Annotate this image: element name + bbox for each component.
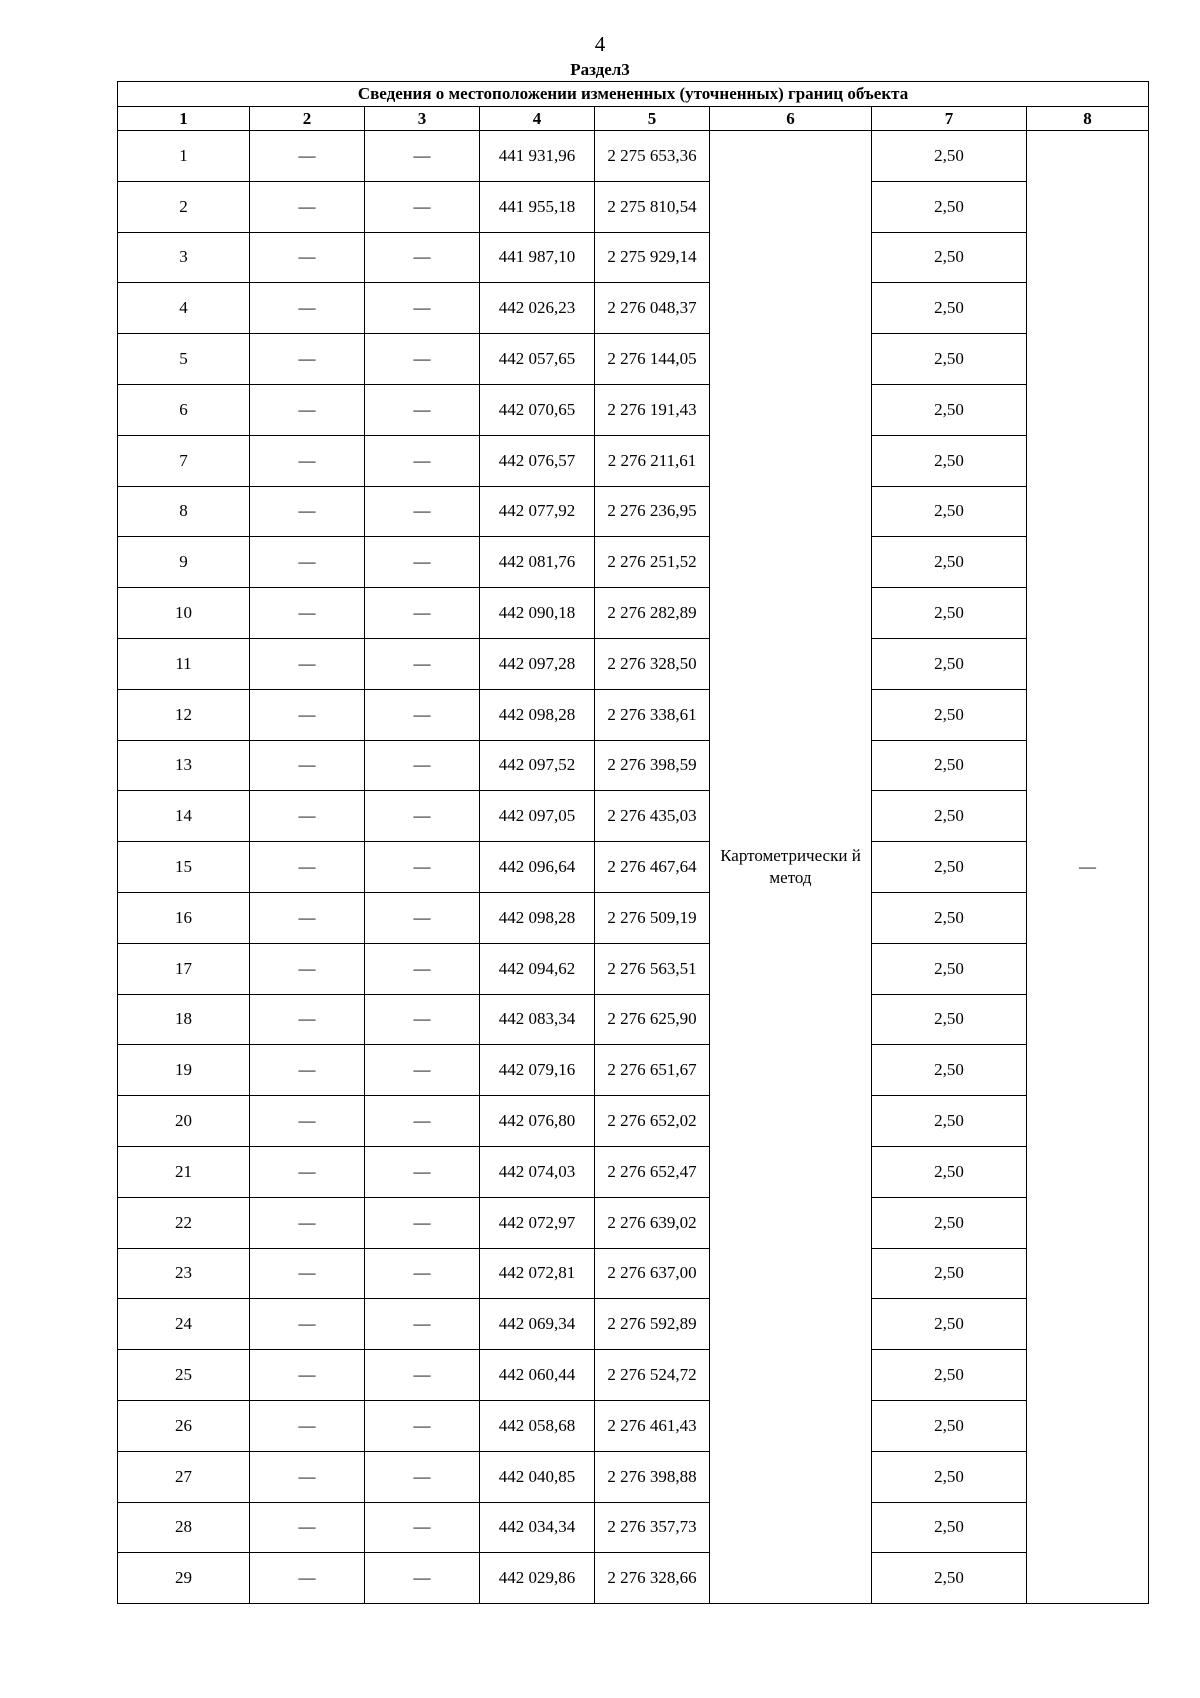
table-row: [118, 791, 1149, 842]
x-coordinate-cell: 442 098,28: [480, 892, 595, 943]
accuracy-cell: 2,50: [872, 943, 1027, 994]
x-coordinate-cell: 442 072,81: [480, 1248, 595, 1299]
column-header: 2: [250, 107, 365, 131]
x-coordinate-cell: 442 057,65: [480, 334, 595, 385]
column-8-cell: —: [1027, 131, 1149, 1604]
point-number-cell: 14: [118, 791, 250, 842]
accuracy-cell: 2,50: [872, 689, 1027, 740]
point-number-cell: 29: [118, 1553, 250, 1604]
column-3-cell: —: [365, 892, 480, 943]
column-2-cell: —: [250, 842, 365, 893]
column-2-cell: —: [250, 334, 365, 385]
x-coordinate-cell: 442 098,28: [480, 689, 595, 740]
column-3-cell: —: [365, 1248, 480, 1299]
column-3-cell: —: [365, 435, 480, 486]
accuracy-cell: 2,50: [872, 537, 1027, 588]
x-coordinate-cell: 442 097,05: [480, 791, 595, 842]
table-row: [118, 943, 1149, 994]
point-number-cell: 7: [118, 435, 250, 486]
y-coordinate-cell: 2 276 625,90: [595, 994, 710, 1045]
column-2-cell: —: [250, 1451, 365, 1502]
column-3-cell: —: [365, 131, 480, 182]
column-2-cell: —: [250, 1146, 365, 1197]
point-number-cell: 8: [118, 486, 250, 537]
y-coordinate-cell: 2 276 563,51: [595, 943, 710, 994]
column-2-cell: —: [250, 588, 365, 639]
table-caption: Сведения о местоположении измененных (уточненных) границ объекта: [118, 82, 1149, 107]
x-coordinate-cell: 442 097,28: [480, 638, 595, 689]
y-coordinate-cell: 2 276 467,64: [595, 842, 710, 893]
column-3-cell: —: [365, 994, 480, 1045]
y-coordinate-cell: 2 276 461,43: [595, 1400, 710, 1451]
y-coordinate-cell: 2 276 211,61: [595, 435, 710, 486]
y-coordinate-cell: 2 275 929,14: [595, 232, 710, 283]
point-number-cell: 20: [118, 1096, 250, 1147]
point-number-cell: 24: [118, 1299, 250, 1350]
point-number-cell: 15: [118, 842, 250, 893]
table-row: [118, 283, 1149, 334]
y-coordinate-cell: 2 276 592,89: [595, 1299, 710, 1350]
table-row: [118, 131, 1149, 182]
column-header-row: [118, 107, 1149, 131]
point-number-cell: 12: [118, 689, 250, 740]
column-header: 4: [480, 107, 595, 131]
column-2-cell: —: [250, 943, 365, 994]
table-row: [118, 334, 1149, 385]
table-row: [118, 1197, 1149, 1248]
column-header: 5: [595, 107, 710, 131]
column-3-cell: —: [365, 283, 480, 334]
table-row: [118, 1451, 1149, 1502]
column-3-cell: —: [365, 1299, 480, 1350]
point-number-cell: 13: [118, 740, 250, 791]
x-coordinate-cell: 441 931,96: [480, 131, 595, 182]
accuracy-cell: 2,50: [872, 740, 1027, 791]
accuracy-cell: 2,50: [872, 1502, 1027, 1553]
table-row: [118, 384, 1149, 435]
accuracy-cell: 2,50: [872, 1197, 1027, 1248]
accuracy-cell: 2,50: [872, 232, 1027, 283]
point-number-cell: 11: [118, 638, 250, 689]
column-header: 3: [365, 107, 480, 131]
column-2-cell: —: [250, 1350, 365, 1401]
point-number-cell: 22: [118, 1197, 250, 1248]
accuracy-cell: 2,50: [872, 1096, 1027, 1147]
column-2-cell: —: [250, 1045, 365, 1096]
column-3-cell: —: [365, 537, 480, 588]
column-3-cell: —: [365, 334, 480, 385]
column-3-cell: —: [365, 1096, 480, 1147]
table-row: [118, 232, 1149, 283]
x-coordinate-cell: 441 955,18: [480, 181, 595, 232]
y-coordinate-cell: 2 276 328,66: [595, 1553, 710, 1604]
column-3-cell: —: [365, 791, 480, 842]
point-number-cell: 1: [118, 131, 250, 182]
point-number-cell: 5: [118, 334, 250, 385]
y-coordinate-cell: 2 276 652,02: [595, 1096, 710, 1147]
column-header: 7: [872, 107, 1027, 131]
column-3-cell: —: [365, 1451, 480, 1502]
x-coordinate-cell: 442 026,23: [480, 283, 595, 334]
column-3-cell: —: [365, 1553, 480, 1604]
column-2-cell: —: [250, 1553, 365, 1604]
point-number-cell: 18: [118, 994, 250, 1045]
column-3-cell: —: [365, 181, 480, 232]
column-3-cell: —: [365, 689, 480, 740]
accuracy-cell: 2,50: [872, 435, 1027, 486]
column-header: 1: [118, 107, 250, 131]
table-row: [118, 740, 1149, 791]
x-coordinate-cell: 442 079,16: [480, 1045, 595, 1096]
accuracy-cell: 2,50: [872, 791, 1027, 842]
y-coordinate-cell: 2 276 398,88: [595, 1451, 710, 1502]
table-row: [118, 1299, 1149, 1350]
accuracy-cell: 2,50: [872, 588, 1027, 639]
y-coordinate-cell: 2 276 651,67: [595, 1045, 710, 1096]
accuracy-cell: 2,50: [872, 1299, 1027, 1350]
column-3-cell: —: [365, 232, 480, 283]
point-number-cell: 23: [118, 1248, 250, 1299]
column-2-cell: —: [250, 892, 365, 943]
column-2-cell: —: [250, 1400, 365, 1451]
y-coordinate-cell: 2 276 398,59: [595, 740, 710, 791]
point-number-cell: 6: [118, 384, 250, 435]
table-row: [118, 1146, 1149, 1197]
table-row: [118, 486, 1149, 537]
column-2-cell: —: [250, 283, 365, 334]
x-coordinate-cell: 442 076,80: [480, 1096, 595, 1147]
y-coordinate-cell: 2 276 144,05: [595, 334, 710, 385]
point-number-cell: 27: [118, 1451, 250, 1502]
column-3-cell: —: [365, 1197, 480, 1248]
x-coordinate-cell: 442 060,44: [480, 1350, 595, 1401]
y-coordinate-cell: 2 276 652,47: [595, 1146, 710, 1197]
table-row: [118, 638, 1149, 689]
table-row: [118, 1045, 1149, 1096]
column-2-cell: —: [250, 1299, 365, 1350]
x-coordinate-cell: 442 069,34: [480, 1299, 595, 1350]
x-coordinate-cell: 442 040,85: [480, 1451, 595, 1502]
accuracy-cell: 2,50: [872, 131, 1027, 182]
y-coordinate-cell: 2 275 653,36: [595, 131, 710, 182]
x-coordinate-cell: 442 094,62: [480, 943, 595, 994]
table-row: [118, 1553, 1149, 1604]
table-row: [118, 1350, 1149, 1401]
column-3-cell: —: [365, 588, 480, 639]
point-number-cell: 17: [118, 943, 250, 994]
y-coordinate-cell: 2 276 328,50: [595, 638, 710, 689]
y-coordinate-cell: 2 276 357,73: [595, 1502, 710, 1553]
accuracy-cell: 2,50: [872, 1045, 1027, 1096]
column-header: 6: [710, 107, 872, 131]
point-number-cell: 9: [118, 537, 250, 588]
column-2-cell: —: [250, 1197, 365, 1248]
column-header: 8: [1027, 107, 1149, 131]
table-row: [118, 181, 1149, 232]
accuracy-cell: 2,50: [872, 283, 1027, 334]
y-coordinate-cell: 2 276 524,72: [595, 1350, 710, 1401]
column-3-cell: —: [365, 1400, 480, 1451]
table-row: [118, 994, 1149, 1045]
table-row: [118, 588, 1149, 639]
x-coordinate-cell: 442 029,86: [480, 1553, 595, 1604]
column-2-cell: —: [250, 994, 365, 1045]
accuracy-cell: 2,50: [872, 384, 1027, 435]
method-cell: Картометрически й метод: [710, 131, 872, 1604]
column-2-cell: —: [250, 689, 365, 740]
column-2-cell: —: [250, 740, 365, 791]
accuracy-cell: 2,50: [872, 892, 1027, 943]
page-number: 4: [594, 32, 606, 56]
accuracy-cell: 2,50: [872, 1451, 1027, 1502]
accuracy-cell: 2,50: [872, 181, 1027, 232]
column-2-cell: —: [250, 232, 365, 283]
point-number-cell: 4: [118, 283, 250, 334]
accuracy-cell: 2,50: [872, 1400, 1027, 1451]
x-coordinate-cell: 442 090,18: [480, 588, 595, 639]
point-number-cell: 2: [118, 181, 250, 232]
column-3-cell: —: [365, 1502, 480, 1553]
y-coordinate-cell: 2 276 338,61: [595, 689, 710, 740]
point-number-cell: 25: [118, 1350, 250, 1401]
x-coordinate-cell: 442 072,97: [480, 1197, 595, 1248]
column-2-cell: —: [250, 791, 365, 842]
column-2-cell: —: [250, 486, 365, 537]
table-body: [118, 131, 1149, 1604]
column-2-cell: —: [250, 131, 365, 182]
column-2-cell: —: [250, 1502, 365, 1553]
column-2-cell: —: [250, 1096, 365, 1147]
table-row: [118, 1400, 1149, 1451]
table-row: [118, 1248, 1149, 1299]
column-3-cell: —: [365, 1045, 480, 1096]
table-row: [118, 842, 1149, 893]
x-coordinate-cell: 442 096,64: [480, 842, 595, 893]
x-coordinate-cell: 441 987,10: [480, 232, 595, 283]
y-coordinate-cell: 2 276 236,95: [595, 486, 710, 537]
x-coordinate-cell: 442 097,52: [480, 740, 595, 791]
table-row: [118, 892, 1149, 943]
column-3-cell: —: [365, 1146, 480, 1197]
table-row: [118, 1502, 1149, 1553]
x-coordinate-cell: 442 074,03: [480, 1146, 595, 1197]
y-coordinate-cell: 2 276 282,89: [595, 588, 710, 639]
boundary-coordinates-table: [117, 81, 1149, 1604]
accuracy-cell: 2,50: [872, 1350, 1027, 1401]
column-3-cell: —: [365, 842, 480, 893]
point-number-cell: 21: [118, 1146, 250, 1197]
column-2-cell: —: [250, 638, 365, 689]
x-coordinate-cell: 442 076,57: [480, 435, 595, 486]
x-coordinate-cell: 442 070,65: [480, 384, 595, 435]
y-coordinate-cell: 2 276 435,03: [595, 791, 710, 842]
column-3-cell: —: [365, 740, 480, 791]
accuracy-cell: 2,50: [872, 334, 1027, 385]
point-number-cell: 16: [118, 892, 250, 943]
x-coordinate-cell: 442 081,76: [480, 537, 595, 588]
accuracy-cell: 2,50: [872, 1553, 1027, 1604]
accuracy-cell: 2,50: [872, 842, 1027, 893]
y-coordinate-cell: 2 276 639,02: [595, 1197, 710, 1248]
point-number-cell: 19: [118, 1045, 250, 1096]
y-coordinate-cell: 2 275 810,54: [595, 181, 710, 232]
x-coordinate-cell: 442 034,34: [480, 1502, 595, 1553]
section-title: Раздел3: [570, 60, 630, 79]
column-2-cell: —: [250, 384, 365, 435]
table-row: [118, 689, 1149, 740]
column-3-cell: —: [365, 384, 480, 435]
column-2-cell: —: [250, 181, 365, 232]
y-coordinate-cell: 2 276 048,37: [595, 283, 710, 334]
column-3-cell: —: [365, 943, 480, 994]
column-3-cell: —: [365, 638, 480, 689]
column-3-cell: —: [365, 1350, 480, 1401]
y-coordinate-cell: 2 276 251,52: [595, 537, 710, 588]
column-2-cell: —: [250, 435, 365, 486]
column-2-cell: —: [250, 1248, 365, 1299]
y-coordinate-cell: 2 276 191,43: [595, 384, 710, 435]
point-number-cell: 28: [118, 1502, 250, 1553]
accuracy-cell: 2,50: [872, 638, 1027, 689]
accuracy-cell: 2,50: [872, 994, 1027, 1045]
column-3-cell: —: [365, 486, 480, 537]
table-row: [118, 435, 1149, 486]
point-number-cell: 10: [118, 588, 250, 639]
x-coordinate-cell: 442 077,92: [480, 486, 595, 537]
accuracy-cell: 2,50: [872, 1248, 1027, 1299]
accuracy-cell: 2,50: [872, 486, 1027, 537]
y-coordinate-cell: 2 276 509,19: [595, 892, 710, 943]
table-row: [118, 1096, 1149, 1147]
accuracy-cell: 2,50: [872, 1146, 1027, 1197]
x-coordinate-cell: 442 083,34: [480, 994, 595, 1045]
column-2-cell: —: [250, 537, 365, 588]
point-number-cell: 3: [118, 232, 250, 283]
y-coordinate-cell: 2 276 637,00: [595, 1248, 710, 1299]
table-row: [118, 537, 1149, 588]
point-number-cell: 26: [118, 1400, 250, 1451]
x-coordinate-cell: 442 058,68: [480, 1400, 595, 1451]
